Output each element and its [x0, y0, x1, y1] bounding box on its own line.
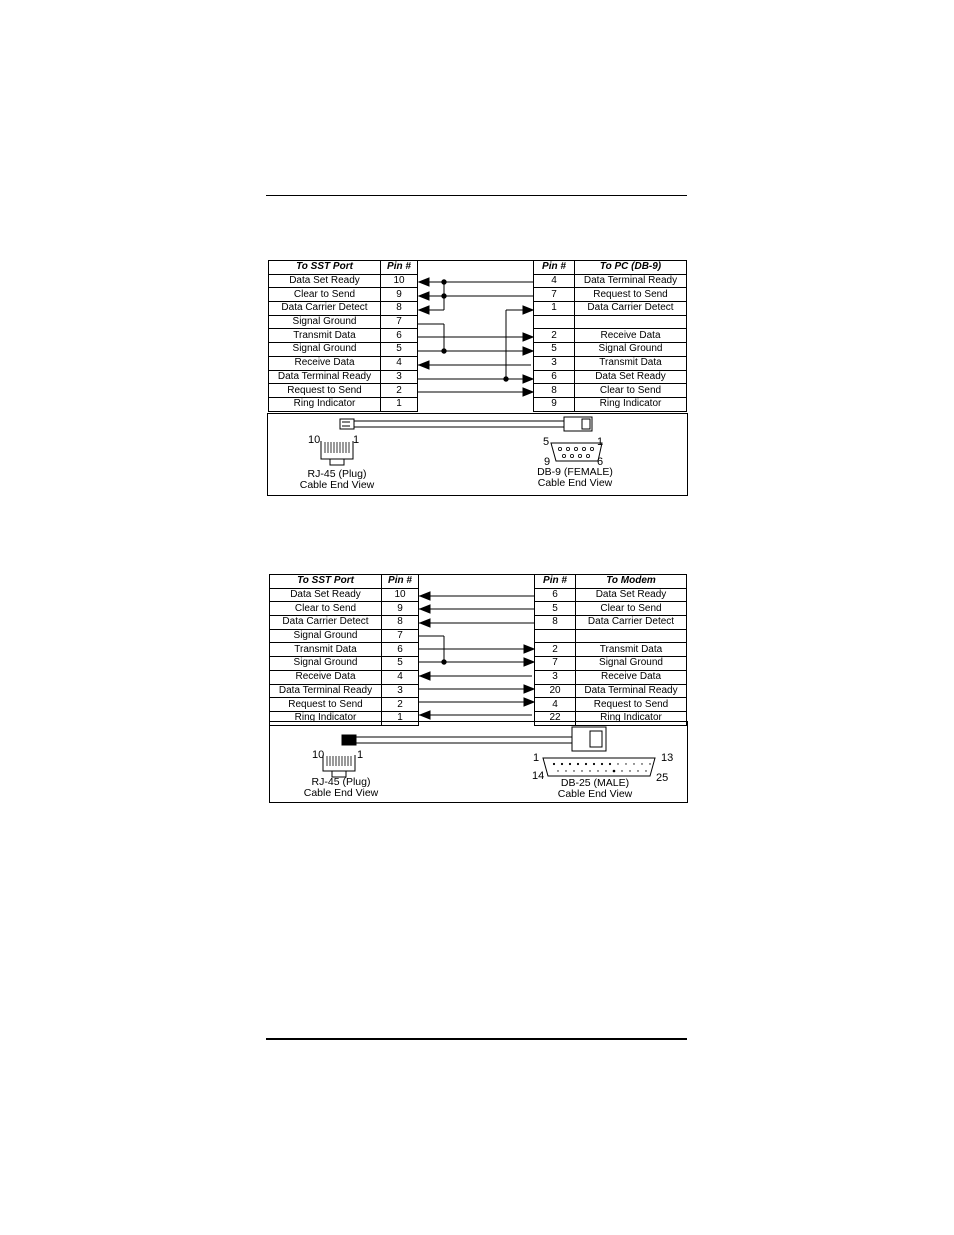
pin-cell: 6 — [381, 329, 418, 343]
pin-cell: 5 — [381, 343, 418, 357]
signal-cell: Data Set Ready — [269, 274, 381, 288]
pin-cell: 9 — [381, 288, 418, 302]
signal-cell: Ring Indicator — [575, 397, 687, 411]
pin-cell: 5 — [534, 343, 575, 357]
db9-pin-top-right: 1 — [597, 436, 604, 448]
db9-pin-top-left: 5 — [543, 436, 550, 448]
pin-cell: 5 — [535, 602, 576, 616]
pin-header: Pin # — [382, 575, 419, 589]
pin-cell: 2 — [381, 384, 418, 398]
signal-cell: Data Carrier Detect — [576, 616, 687, 630]
rj45-pin-low: 1 — [357, 749, 364, 761]
signal-cell: Signal Ground — [575, 343, 687, 357]
pin-cell: 10 — [381, 274, 418, 288]
pin-cell: 8 — [381, 302, 418, 316]
pin-cell: 1 — [381, 397, 418, 411]
wiring-arrows — [266, 259, 688, 419]
signal-cell: Clear to Send — [270, 602, 382, 616]
pin-cell: 2 — [535, 643, 576, 657]
pin-cell: 1 — [382, 711, 419, 725]
signal-cell: Signal Ground — [269, 343, 381, 357]
pin-cell: 7 — [382, 629, 419, 643]
sst-port-header: To SST Port — [270, 575, 382, 589]
pin-cell: 6 — [534, 370, 575, 384]
db25-pin-bottom-right: 25 — [656, 772, 669, 784]
pin-header: Pin # — [381, 261, 418, 275]
signal-cell: Data Carrier Detect — [269, 302, 381, 316]
pin-cell: 3 — [381, 370, 418, 384]
pin-cell: 8 — [535, 616, 576, 630]
pin-cell: 4 — [535, 698, 576, 712]
pin-cell: 1 — [534, 302, 575, 316]
wiring-arrows — [266, 573, 688, 733]
signal-cell: Signal Ground — [269, 315, 381, 329]
signal-cell: Ring Indicator — [270, 711, 382, 725]
db25-pin-top-left: 1 — [533, 752, 540, 764]
top-rule — [266, 195, 687, 196]
pc-header: To PC (DB-9) — [575, 261, 687, 275]
signal-cell: Data Terminal Ready — [576, 684, 687, 698]
signal-cell: Transmit Data — [575, 356, 687, 370]
pc-db9-cable-diagram — [266, 259, 688, 496]
pin-cell: 4 — [382, 670, 419, 684]
pin-cell: 7 — [535, 657, 576, 671]
signal-cell: Data Carrier Detect — [270, 616, 382, 630]
signal-cell: Request to Send — [269, 384, 381, 398]
pin-cell: 3 — [382, 684, 419, 698]
signal-cell: Receive Data — [576, 670, 687, 684]
pin-cell: 4 — [381, 356, 418, 370]
pin-cell: 6 — [535, 588, 576, 602]
signal-cell: Transmit Data — [270, 643, 382, 657]
pin-cell: 22 — [535, 711, 576, 725]
rj45-caption: RJ-45 (Plug) Cable End View — [303, 776, 379, 799]
signal-cell: Data Set Ready — [575, 370, 687, 384]
pin-cell: 9 — [382, 602, 419, 616]
bottom-rule — [266, 1038, 687, 1040]
pin-cell: 3 — [534, 356, 575, 370]
pin-cell: 2 — [534, 329, 575, 343]
signal-cell: Data Set Ready — [270, 588, 382, 602]
signal-cell: Clear to Send — [576, 602, 687, 616]
signal-cell: Request to Send — [575, 288, 687, 302]
pin-cell: 5 — [382, 657, 419, 671]
signal-cell: Receive Data — [270, 670, 382, 684]
pin-cell: 6 — [382, 643, 419, 657]
signal-cell: Clear to Send — [575, 384, 687, 398]
db25-caption: DB-25 (MALE) Cable End View — [557, 777, 633, 800]
db25-pin-top-right: 13 — [661, 752, 674, 764]
rj45-pin-low: 1 — [353, 434, 360, 446]
modem-db25-cable-diagram — [266, 573, 688, 803]
db9-pin-bottom-left: 9 — [544, 456, 551, 468]
rj45-pin-high: 10 — [312, 749, 325, 761]
signal-cell: Receive Data — [269, 356, 381, 370]
pin-cell: 9 — [534, 397, 575, 411]
sst-port-header: To SST Port — [269, 261, 381, 275]
signal-cell: Signal Ground — [576, 657, 687, 671]
db9-caption: DB-9 (FEMALE) Cable End View — [537, 466, 613, 489]
pin-cell: 2 — [382, 698, 419, 712]
signal-cell: Request to Send — [270, 698, 382, 712]
signal-cell: Signal Ground — [270, 657, 382, 671]
signal-cell: Receive Data — [575, 329, 687, 343]
signal-cell: Transmit Data — [576, 643, 687, 657]
signal-cell: Signal Ground — [270, 629, 382, 643]
signal-cell: Ring Indicator — [576, 711, 687, 725]
rj45-pin-high: 10 — [308, 434, 321, 446]
modem-header: To Modem — [576, 575, 687, 589]
signal-cell: Clear to Send — [269, 288, 381, 302]
pin-cell: 3 — [535, 670, 576, 684]
pin-cell: 20 — [535, 684, 576, 698]
signal-cell: Data Terminal Ready — [575, 274, 687, 288]
rj45-plug-icon — [318, 439, 358, 469]
pin-cell: 10 — [382, 588, 419, 602]
pin-cell: 7 — [534, 288, 575, 302]
signal-cell: Request to Send — [576, 698, 687, 712]
signal-cell: Data Terminal Ready — [269, 370, 381, 384]
signal-cell: Data Set Ready — [576, 588, 687, 602]
pin-cell: 4 — [534, 274, 575, 288]
pin-cell: 8 — [382, 616, 419, 630]
pin-cell: 7 — [381, 315, 418, 329]
signal-cell: Transmit Data — [269, 329, 381, 343]
pin-cell: 8 — [534, 384, 575, 398]
pin-header: Pin # — [535, 575, 576, 589]
db25-pin-bottom-left: 14 — [532, 770, 545, 782]
signal-cell: Ring Indicator — [269, 397, 381, 411]
rj45-caption: RJ-45 (Plug) Cable End View — [299, 468, 375, 491]
db9-pin-bottom-right: 6 — [597, 456, 604, 468]
signal-cell: Data Carrier Detect — [575, 302, 687, 316]
pin-header: Pin # — [534, 261, 575, 275]
signal-cell: Data Terminal Ready — [270, 684, 382, 698]
